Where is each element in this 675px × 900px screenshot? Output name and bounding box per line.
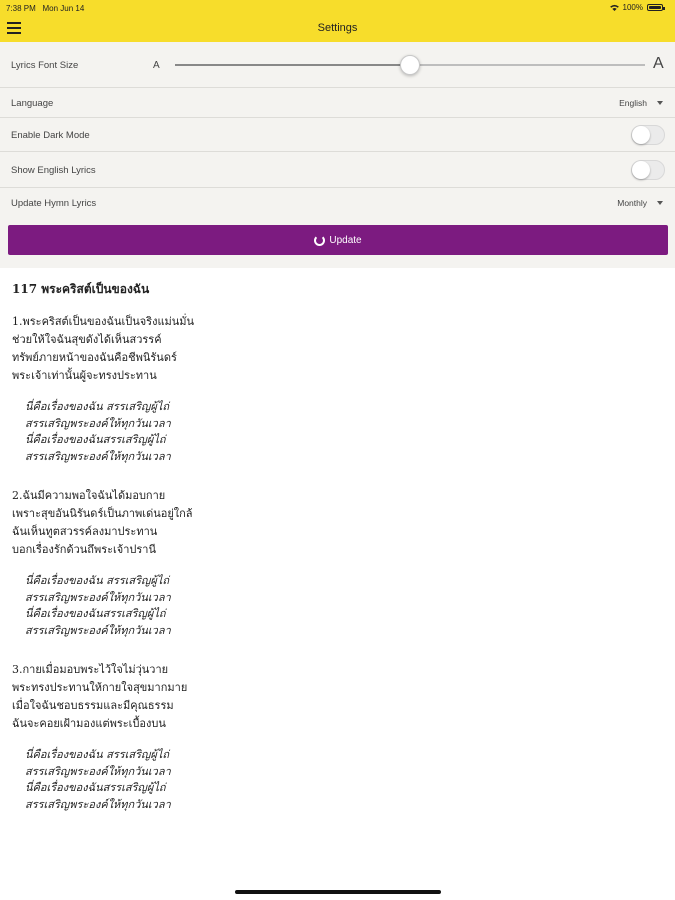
verse-line: ทรัพย์ภายหน้าของฉันคือชีพนิรันดร์: [12, 351, 177, 364]
font-small-icon: A: [153, 60, 160, 71]
page-title: Settings: [317, 22, 358, 34]
chorus: [25, 399, 662, 465]
status-time: [6, 4, 84, 13]
verse-line: พระทรงประทานให้กายใจสุขมากมาย: [12, 681, 188, 694]
update-frequency-select[interactable]: [617, 198, 663, 208]
chorus-line: นี่คือเรื่องของฉัน สรรเสริญผู้ไถ่: [25, 748, 170, 761]
verse-line: ช่วยให้ใจฉันสุขดังได้เห็นสวรรค์: [12, 333, 162, 346]
language-row[interactable]: [0, 88, 675, 118]
chorus-line: สรรเสริญพระองค์ให้ทุกวันเวลา: [25, 623, 171, 637]
update-lyrics-row[interactable]: [0, 188, 675, 219]
slider-fill: [175, 64, 410, 66]
header: [0, 16, 675, 42]
english-lyrics-row: [0, 152, 675, 188]
chorus-line: สรรเสริญพระองค์ให้ทุกวันเวลา: [25, 590, 171, 604]
verse-line: บอกเรื่องรักด้วนถึพระเจ้าปรานี: [12, 543, 156, 556]
hymn-title: 117 พระคริสต์เป็นของฉัน: [12, 282, 150, 296]
font-size-slider[interactable]: [175, 64, 645, 66]
font-size-row: [0, 42, 675, 88]
battery-percent: 100%: [622, 3, 643, 12]
language-label: Language: [11, 98, 54, 109]
battery-icon: [647, 4, 663, 11]
chorus-line: สรรเสริญพระองค์ให้ทุกวันเวลา: [25, 764, 171, 778]
chorus-line: สรรเสริญพระองค์ให้ทุกวันเวลา: [25, 797, 171, 811]
verse: [12, 313, 662, 385]
update-button-label: Update: [329, 234, 362, 246]
verse-line: 1.พระคริสต์เป็นของฉันเป็นจริงแม่นมั่น: [12, 315, 195, 328]
status-right: [610, 3, 663, 12]
english-lyrics-label: Show English Lyrics: [11, 165, 96, 176]
chorus-line: นี่คือเรื่องของฉัน สรรเสริญผู้ไถ่: [25, 574, 170, 587]
chorus-line: สรรเสริญพระองค์ให้ทุกวันเวลา: [25, 449, 171, 463]
status-bar: [0, 0, 675, 16]
verse-line: ฉันจะคอยเฝ้ามองแต่พระเบื้องบน: [12, 717, 166, 730]
chevron-down-icon: [657, 101, 663, 105]
status-date-text: Mon Jun 14: [42, 4, 85, 13]
verse-line: 2.ฉันมีความพอใจฉันได้มอบกาย: [12, 489, 166, 502]
chorus: [25, 747, 662, 813]
verse-line: พระเจ้าเท่านั้นผู้จะทรงประทาน: [12, 369, 157, 382]
language-value: English: [619, 98, 647, 108]
slider-thumb[interactable]: [400, 55, 420, 75]
chorus-line: นี่คือเรื่องของฉันสรรเสริญผู้ไถ่: [25, 607, 166, 620]
dark-mode-toggle[interactable]: [631, 125, 665, 145]
update-button[interactable]: [8, 225, 668, 255]
chorus-line: นี่คือเรื่องของฉันสรรเสริญผู้ไถ่: [25, 433, 166, 446]
verse: [12, 487, 662, 559]
verses-container: [12, 313, 662, 813]
wifi-icon: [610, 4, 619, 11]
update-frequency-value: Monthly: [617, 198, 647, 208]
font-size-label: Lyrics Font Size: [11, 60, 79, 71]
verse: [12, 661, 662, 733]
home-indicator: [235, 890, 441, 894]
update-lyrics-label: Update Hymn Lyrics: [11, 198, 97, 209]
chevron-down-icon: [657, 201, 663, 205]
lyrics-content: [12, 280, 662, 835]
chorus-line: นี่คือเรื่องของฉัน สรรเสริญผู้ไถ่: [25, 400, 170, 413]
status-time-text: 7:38 PM: [6, 4, 36, 13]
refresh-icon: [314, 235, 325, 246]
dark-mode-row: [0, 118, 675, 152]
verse-line: เพราะสุขอันนิรันดร์เป็นภาพเด่นอยู่ใกล้: [12, 507, 193, 520]
chorus-line: นี่คือเรื่องของฉันสรรเสริญผู้ไถ่: [25, 781, 166, 794]
verse-line: 3.กายเมื่อมอบพระไว้ใจไม่วุ่นวาย: [12, 663, 169, 676]
english-lyrics-toggle[interactable]: [631, 160, 665, 180]
verse-line: ฉันเห็นทูตสวรรค์ลงมาประทาน: [12, 525, 158, 538]
font-large-icon: A: [653, 55, 664, 72]
settings-panel: [0, 42, 675, 268]
verse-line: เมื่อใจฉันชอบธรรมและมีคุณธรรม: [12, 699, 174, 712]
chorus: [25, 573, 662, 639]
chorus-line: สรรเสริญพระองค์ให้ทุกวันเวลา: [25, 416, 171, 430]
dark-mode-label: Enable Dark Mode: [11, 130, 90, 141]
language-select[interactable]: [619, 98, 663, 108]
